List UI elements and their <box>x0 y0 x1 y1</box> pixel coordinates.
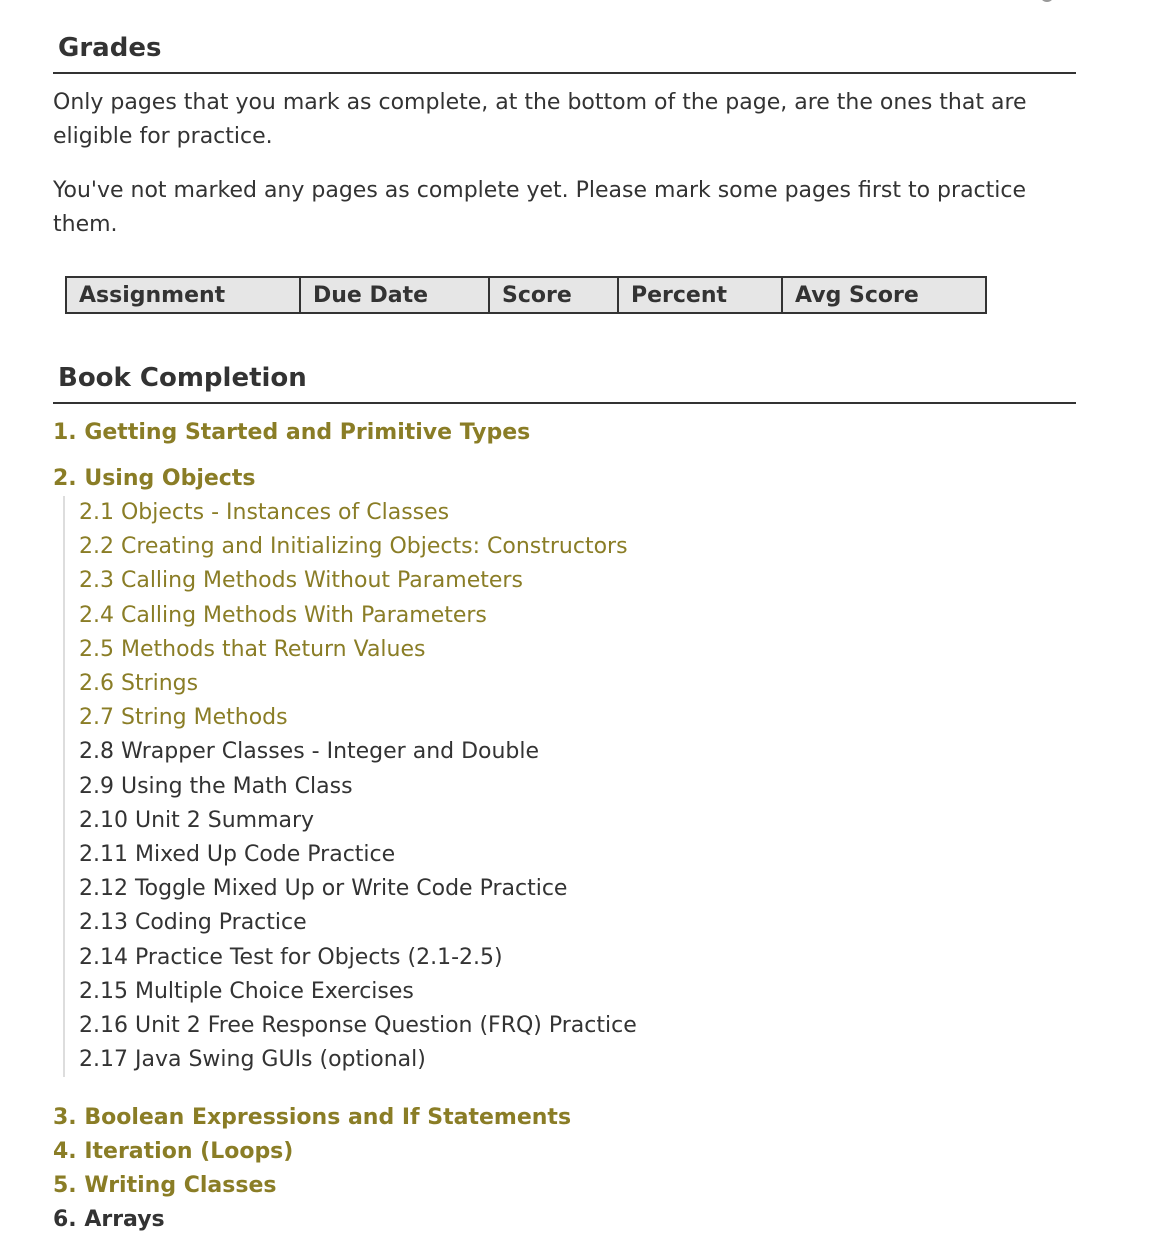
chapter-3[interactable]: 3. Boolean Expressions and If Statements <box>53 1105 572 1131</box>
column-header-avg-score: Avg Score <box>782 277 986 313</box>
section-2-8[interactable]: 2.8 Wrapper Classes - Integer and Double <box>79 739 540 765</box>
section-2-4[interactable]: 2.4 Calling Methods With Parameters <box>79 602 487 628</box>
chapter-1[interactable]: 1. Getting Started and Primitive Types <box>53 420 531 445</box>
chapter-6[interactable]: 6. Arrays <box>53 1207 165 1233</box>
progress-page <box>53 0 1076 1237</box>
section-2-11[interactable]: 2.11 Mixed Up Code Practice <box>79 842 396 868</box>
chapter-2-sections <box>63 496 1076 1077</box>
grades-heading: Grades <box>53 30 1076 74</box>
grades-note-eligibility: Only pages that you mark as complete, at the bottom of the page, are the ones that are eligible for practice. <box>53 90 1027 149</box>
section-2-7[interactable]: 2.7 String Methods <box>79 705 288 731</box>
section-2-17[interactable]: 2.17 Java Swing GUIs (optional) <box>79 1047 426 1073</box>
section-2-13[interactable]: 2.13 Coding Practice <box>79 910 307 936</box>
chapter-5[interactable]: 5. Writing Classes <box>53 1173 277 1199</box>
column-header-percent: Percent <box>618 277 782 313</box>
section-2-3[interactable]: 2.3 Calling Methods Without Parameters <box>79 568 523 594</box>
grades-table-header-row <box>66 277 986 313</box>
section-2-2[interactable]: 2.2 Creating and Initializing Objects: Constructors <box>79 534 628 560</box>
section-2-16[interactable]: 2.16 Unit 2 Free Response Question (FRQ) Practice <box>79 1013 637 1039</box>
column-header-assignment: Assignment <box>66 277 300 313</box>
section-2-10[interactable]: 2.10 Unit 2 Summary <box>79 807 315 833</box>
book-completion-heading: Book Completion <box>53 360 1076 404</box>
chapter-2-title[interactable]: 2. Using Objects <box>53 466 256 491</box>
section-2-5[interactable]: 2.5 Methods that Return Values <box>79 636 426 662</box>
section-2-15[interactable]: 2.15 Multiple Choice Exercises <box>79 978 414 1004</box>
grades-table <box>65 276 987 314</box>
grades-note-none-marked: You've not marked any pages as complete yet. Please mark some pages first to practice them. <box>53 178 1027 237</box>
column-header-due-date: Due Date <box>300 277 489 313</box>
chapter-2 <box>53 462 1076 1077</box>
section-2-6[interactable]: 2.6 Strings <box>79 671 199 697</box>
column-header-score: Score <box>489 277 618 313</box>
chapter-4[interactable]: 4. Iteration (Loops) <box>53 1139 294 1165</box>
chapter-list <box>53 416 1076 1237</box>
section-2-1[interactable]: 2.1 Objects - Instances of Classes <box>79 500 450 525</box>
section-2-12[interactable]: 2.12 Toggle Mixed Up or Write Code Practice <box>79 876 568 902</box>
section-2-9[interactable]: 2.9 Using the Math Class <box>79 773 353 799</box>
section-2-14[interactable]: 2.14 Practice Test for Objects (2.1-2.5) <box>79 944 503 970</box>
